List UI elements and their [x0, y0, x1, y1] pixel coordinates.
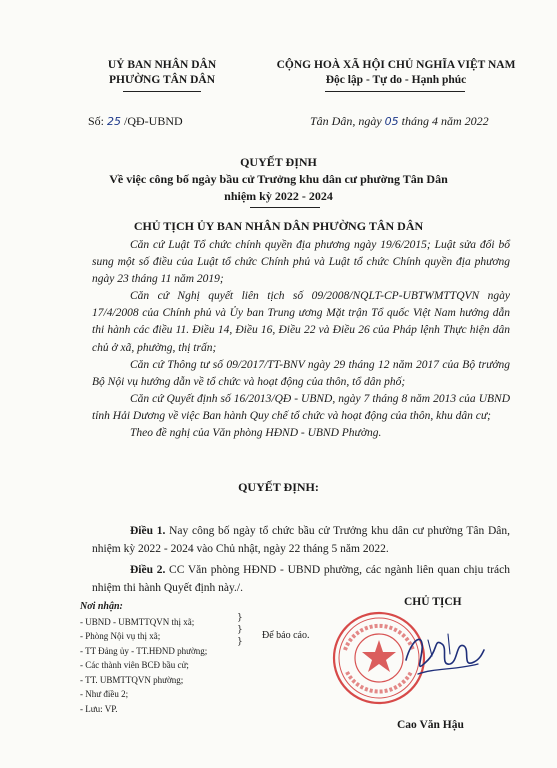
place-suffix: tháng 4 năm 2022: [398, 114, 489, 128]
article-label: Điều 1.: [130, 525, 166, 537]
basis-paragraph: Căn cứ Luật Tổ chức chính quyền địa phương ngày 19/6/2015; Luật sửa đổi bổ sung một số điều của Luật tổ chức Chính phủ và Luật tổ chức Chính quyền địa phương ngày 23 tháng 11 năm 2019;: [92, 239, 510, 286]
decision-heading: QUYẾT ĐỊNH:: [238, 480, 319, 494]
recipients-brace: } } }: [237, 613, 243, 647]
recipient-item: - Các thành viên BCĐ bầu cử;: [80, 660, 189, 670]
motto-underline: [325, 91, 465, 92]
recipients-heading: Nơi nhận:: [80, 601, 123, 612]
date-day-handwritten: 05: [384, 115, 399, 128]
national-motto-block: [250, 58, 542, 88]
doc-number-handwritten: 25: [107, 115, 122, 128]
recipient-item: - UBND - UBMTTQVN thị xã;: [80, 616, 195, 627]
place-and-date: [310, 114, 489, 129]
place-prefix: Tân Dân, ngày: [310, 114, 385, 128]
basis-paragraph: Căn cứ Quyết định số 16/2013/QĐ - UBND, ngày 7 tháng 8 năm 2013 của UBND tỉnh Hải Dương về việc Ban hành Quy chế tổ chức và hoạt động của thôn, khu dân cư;: [92, 392, 510, 422]
document-type: QUYẾT ĐỊNH: [240, 155, 317, 169]
issuer-block: [78, 58, 246, 88]
handwritten-signature-icon: [398, 620, 488, 690]
subject-line-2: nhiệm kỳ 2022 - 2024: [224, 189, 333, 203]
article-1: [92, 522, 510, 558]
subject-underline: [250, 207, 320, 208]
article-text: Nay công bố ngày tổ chức bầu cử Trưởng khu dân cư phường Tân Dân, nhiệm kỳ 2022 - 2024 vào Chủ nhật, ngày 22 tháng 5 năm 2022.: [92, 525, 510, 555]
article-text: CC Văn phòng HĐND - UBND phường, các ngành liên quan chịu trách nhiệm thi hành Quyết định này./.: [92, 564, 511, 594]
issuer-underline: [123, 91, 201, 92]
recipient-item: - Phòng Nội vụ thị xã;: [80, 631, 161, 641]
recipient-item: - TT Đảng ủy - TT.HĐND phường;: [80, 645, 208, 656]
signer-title: CHỦ TỊCH: [404, 596, 462, 608]
recipient-item: - TT. UBMTTQVN phường;: [80, 674, 184, 685]
recipients-block: [80, 600, 207, 716]
article-label: Điều 2.: [130, 564, 166, 576]
document-number: [88, 114, 183, 129]
article-2: [92, 561, 510, 597]
legal-basis: [92, 237, 510, 442]
basis-paragraph: Căn cứ Nghị quyết liên tịch số 09/2008/NQLT-CP-UBTWMTTQVN ngày 17/4/2008 của Chính phủ và Ủy ban Trung ương Mặt trận Tổ quốc Việt Nam hướng dẫn thi hành các điều 11. Điều 14, Điều 16, Điều 22 và Điều 26 của Pháp lệnh Thực hiện dân chủ ở xã, phường, thị trấn;: [92, 290, 510, 354]
doc-number-prefix: Số:: [88, 114, 108, 128]
report-note: Để báo cáo.: [262, 630, 310, 641]
doc-number-suffix: /QĐ-UBND: [121, 114, 183, 128]
subject-line-1: Về việc công bố ngày bầu cử Trưởng khu dân cư phường Tân Dân: [109, 172, 448, 186]
issuer-line-2: PHƯỜNG TÂN DÂN: [108, 74, 216, 86]
signer-name: Cao Văn Hậu: [397, 719, 464, 731]
motto: Độc lập - Tự do - Hạnh phúc: [325, 74, 467, 86]
issuer-line-1: UỶ BAN NHÂN DÂN: [107, 59, 217, 71]
nation-name: CỘNG HOÀ XÃ HỘI CHỦ NGHĨA VIỆT NAM: [276, 59, 516, 71]
basis-paragraph: Theo đề nghị của Văn phòng HĐND - UBND Phường.: [130, 427, 382, 440]
recipient-item: - Như điều 2;: [80, 689, 129, 699]
recipient-item: - Lưu: VP.: [80, 703, 118, 714]
basis-paragraph: Căn cứ Thông tư số 09/2017/TT-BNV ngày 29 tháng 12 năm 2017 của Bộ trưởng Bộ Nội vụ hướng dẫn về tổ chức và hoạt động của thôn, tổ dân phố;: [92, 358, 510, 388]
authority-heading: CHỦ TỊCH ỦY BAN NHÂN DÂN PHƯỜNG TÂN DÂN: [133, 219, 424, 233]
